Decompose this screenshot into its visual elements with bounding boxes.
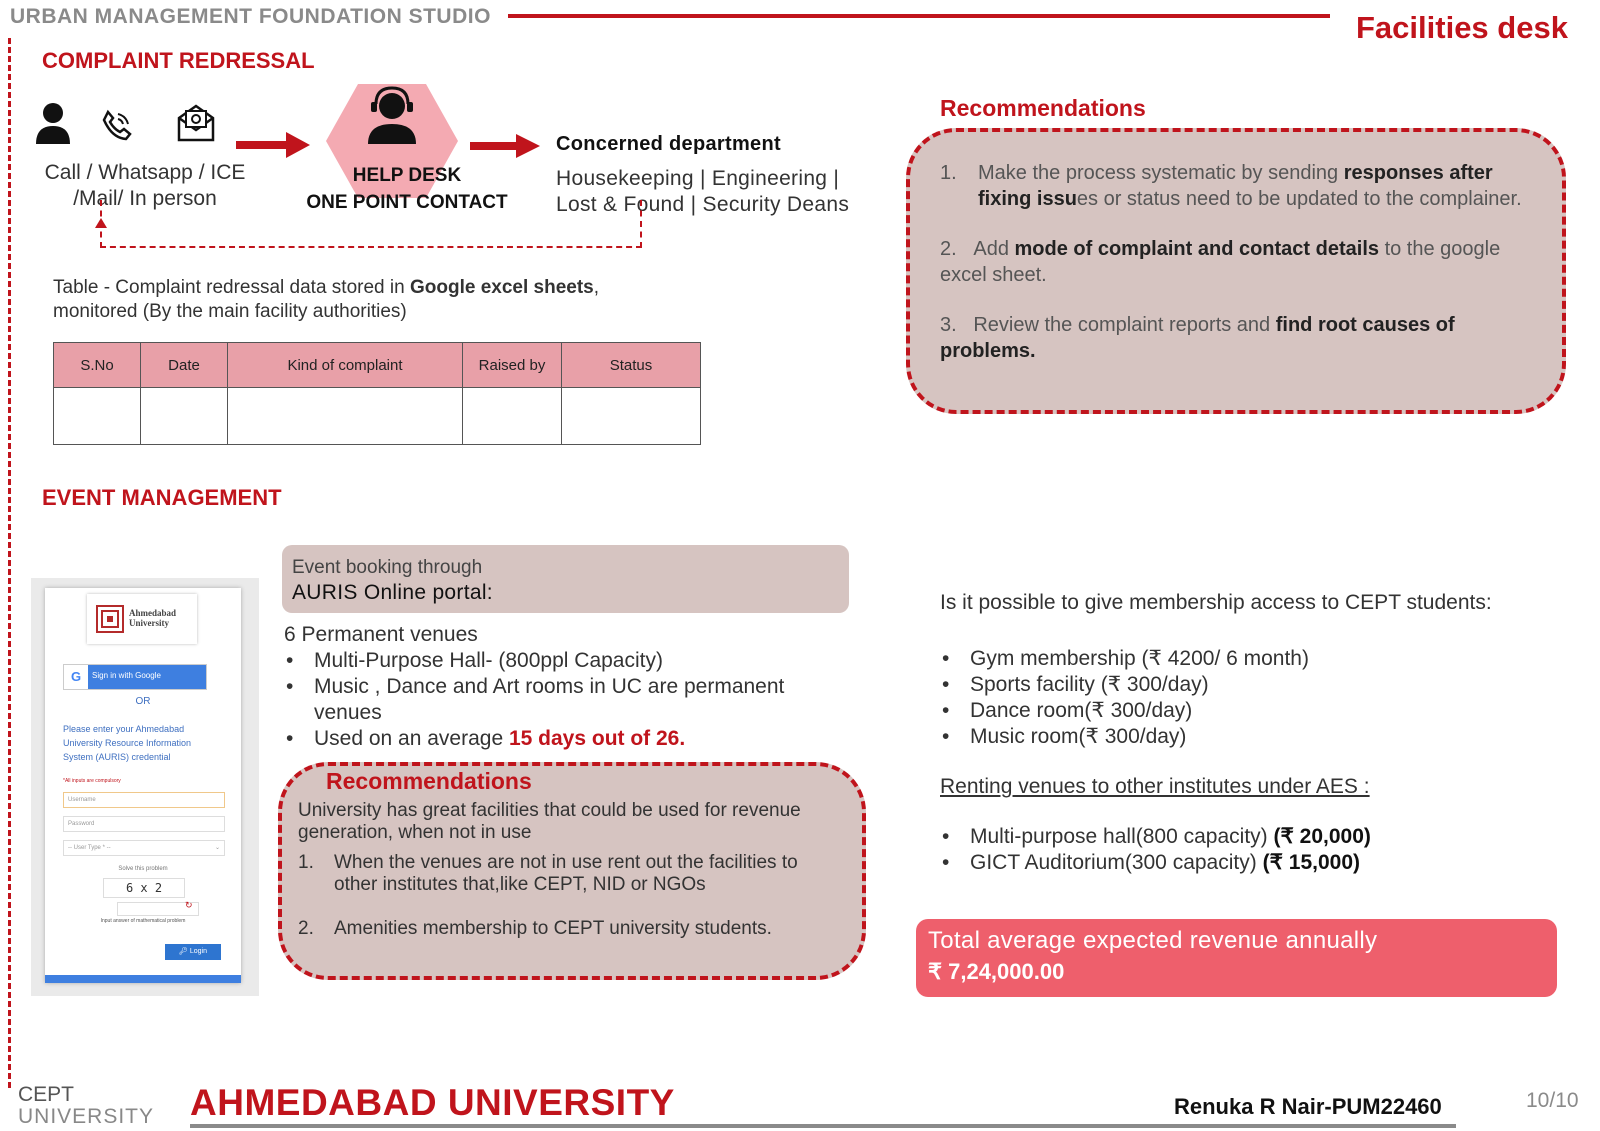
table-row — [54, 388, 701, 445]
complaint-channels: Call / Whatsapp / ICE /Mail/ In person — [44, 161, 246, 210]
list-item: • Sports facility (₹ 300/day) — [940, 672, 1580, 698]
table-header: Kind of complaint — [228, 343, 463, 388]
left-dashed-border — [8, 38, 11, 1088]
email-icon — [176, 102, 216, 142]
booking-text: Event booking through — [292, 557, 483, 578]
list-item: • GICT Auditorium(300 capacity) (₹ 15,000) — [940, 850, 1580, 876]
recommendations-heading: Recommendations — [940, 95, 1146, 121]
recommendation-item: 1. When the venues are not in use rent out the facilities to other institutes that,like CEPT, NID or NGOs — [298, 852, 798, 895]
list-item: • Music , Dance and Art rooms in UC are permanent venues — [284, 674, 854, 726]
captcha-label: Solve this problem — [118, 866, 168, 872]
studio-title: URBAN MANAGEMENT FOUNDATION STUDIO — [10, 5, 491, 28]
list-item: • Dance room(₹ 300/day) — [940, 698, 1580, 724]
table-cell — [562, 388, 701, 445]
username-field[interactable]: Username — [63, 792, 225, 808]
list-item: • Multi-Purpose Hall- (800ppl Capacity) — [284, 648, 854, 674]
key-icon: 🔑︎ — [179, 948, 190, 955]
footer-divider — [190, 1124, 1456, 1128]
help-desk-label: HELP DESK ONE POINT CONTACT — [306, 165, 508, 213]
feedback-loop-line — [100, 200, 642, 248]
credential-prompt: Please enter your Ahmedabad University Resource Information System (AURIS) credential — [63, 724, 192, 762]
arrow-right-icon — [236, 130, 310, 160]
panel-footer-bar — [45, 975, 241, 983]
university-name: AHMEDABAD UNIVERSITY — [190, 1082, 675, 1123]
table-caption: Table - Complaint redressal data stored in Google excel sheets, monitored (By the main facility authorities) — [53, 277, 599, 322]
renting-title: Renting venues to other institutes under AES : — [940, 775, 1370, 798]
revenue-amount: ₹ 7,24,000.00 — [928, 959, 1065, 984]
recommendations-intro: University has great facilities that could be used for revenue generation, when not in use — [298, 800, 801, 843]
password-field[interactable]: Password — [63, 816, 225, 832]
person-icon — [34, 102, 72, 144]
table-header: Status — [562, 343, 701, 388]
department-list: Housekeeping | Engineering | Lost & Found | Security Deans — [556, 167, 850, 216]
compulsory-note: *All inputs are compulsory — [63, 778, 121, 784]
table-header: Date — [141, 343, 228, 388]
arrow-up-icon — [95, 218, 107, 228]
google-signin-button[interactable]: G Sign in with Google — [63, 664, 207, 690]
university-logo: Ahmedabad University — [87, 594, 197, 644]
list-item: • Gym membership (₹ 4200/ 6 month) — [940, 646, 1580, 672]
refresh-icon[interactable]: ↻ — [185, 900, 193, 910]
complaint-table — [53, 342, 701, 445]
venues-list — [284, 622, 854, 752]
arrow-right-icon — [470, 132, 540, 160]
revenue-box — [916, 919, 1557, 997]
list-item: • Music room(₹ 300/day) — [940, 724, 1580, 750]
table-cell — [141, 388, 228, 445]
page-number: 10/10 — [1526, 1089, 1579, 1112]
booking-box — [282, 545, 849, 613]
phone-icon — [100, 108, 134, 142]
or-divider: OR — [135, 696, 151, 707]
page-title: Facilities desk — [1356, 10, 1568, 45]
table-cell — [228, 388, 463, 445]
recommendation-item: 3. Review the complaint reports and find root causes of problems. — [940, 314, 1455, 362]
user-type-select[interactable]: -- User Type * -- ⌄ — [63, 840, 225, 856]
recommendation-item: 2. Amenities membership to CEPT university students. — [298, 918, 772, 939]
membership-section — [940, 590, 1580, 876]
chevron-down-icon: ⌄ — [214, 845, 220, 851]
cept-logo: CEPT UNIVERSITY — [18, 1083, 155, 1128]
recommendations-heading: Recommendations — [326, 768, 532, 794]
login-button[interactable]: 🔑︎ Login — [165, 944, 221, 960]
author-name: Renuka R Nair-PUM22460 — [1174, 1094, 1442, 1119]
list-item: • Used on an average 15 days out of 26. — [284, 726, 854, 752]
revenue-label: Total average expected revenue annually — [928, 927, 1378, 954]
venues-title: 6 Permanent venues — [284, 623, 478, 646]
auris-portal-screenshot — [31, 578, 259, 996]
login-panel — [45, 588, 241, 983]
table-header: Raised by — [463, 343, 562, 388]
event-recommendations-box — [278, 762, 866, 980]
table-cell — [463, 388, 562, 445]
event-section-title: EVENT MANAGEMENT — [42, 485, 282, 510]
membership-question: Is it possible to give membership access to CEPT students: — [940, 591, 1492, 614]
recommendation-item: 2. Add mode of complaint and contact details to the google excel sheet. — [940, 238, 1501, 286]
captcha-answer-label: Input answer of mathematical problem — [100, 918, 186, 924]
recommendations-box — [906, 128, 1566, 414]
google-icon: G — [64, 665, 88, 689]
department-title: Concerned department — [556, 133, 781, 155]
list-item: • Multi-purpose hall(800 capacity) (₹ 20,000) — [940, 824, 1580, 850]
logo-icon — [95, 604, 125, 634]
captcha-value: 6 x 2 — [103, 878, 185, 898]
table-cell — [54, 388, 141, 445]
header-divider — [508, 14, 1330, 18]
table-header: S.No — [54, 343, 141, 388]
recommendation-item: 1. Make the process systematic by sending responses after fixing issues or status need to be updated to the complainer. — [940, 162, 1522, 210]
complaint-section-title: COMPLAINT REDRESSAL — [42, 48, 315, 73]
booking-portal-name: AURIS Online portal: — [292, 581, 493, 604]
